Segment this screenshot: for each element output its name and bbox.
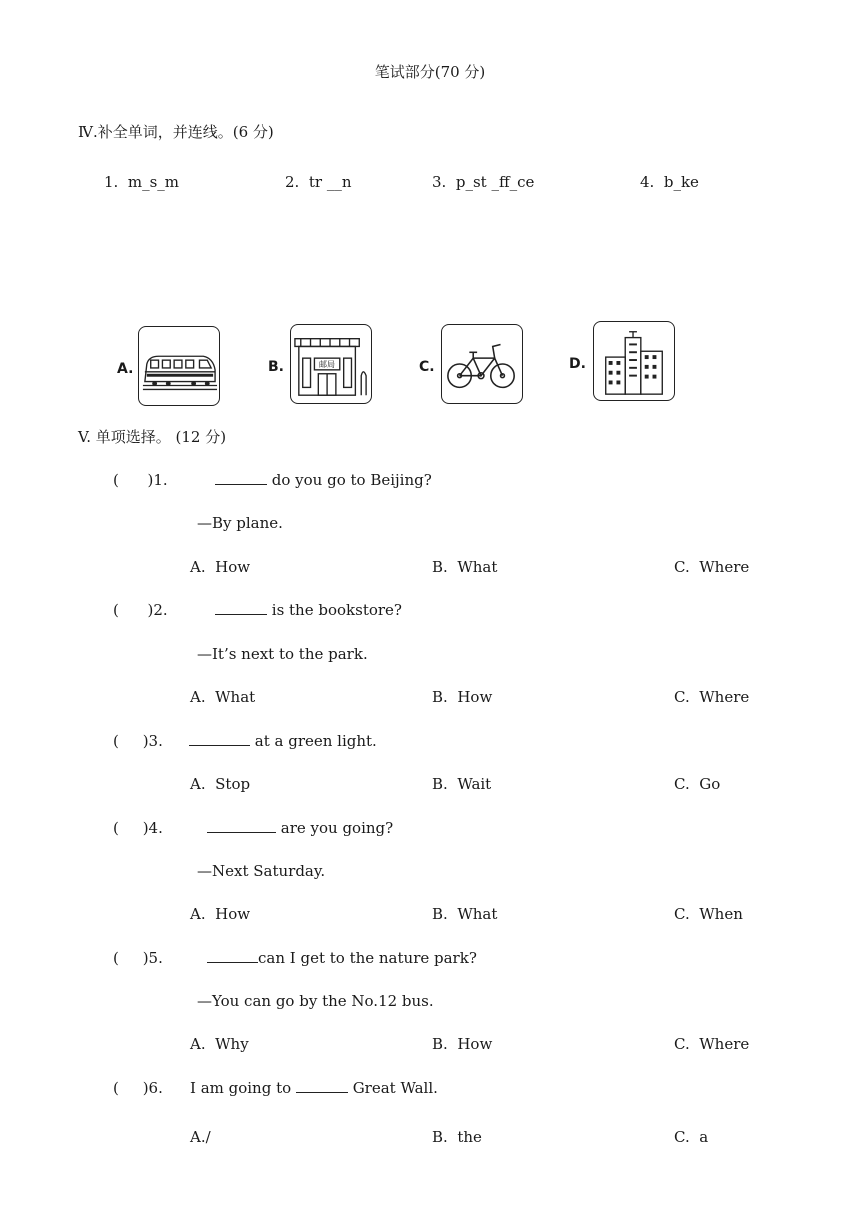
post-office-sign: 邮局 [319,360,335,369]
word-item-1: 1. m_s_m [104,173,179,191]
word-item-3: 3. p_st _ff_ce [432,173,535,191]
question-1-option-b: B. What [432,558,498,576]
question-1-option-a: A. How [190,558,251,576]
picture-label-d: D. [569,356,586,372]
question-4-option-a: A. How [190,905,251,923]
answer-blank[interactable] [207,818,276,833]
question-3-option-a: A. Stop [190,775,251,793]
question-4-option-c: C. When [674,905,743,923]
question-6-stem: I am going to Great Wall. [190,1079,438,1097]
question-2-option-a: A. What [190,688,256,706]
question-2-reply: —It’s next to the park. [197,645,368,663]
hospital-building-icon [593,321,675,401]
post-office-icon [290,324,372,404]
question-6-option-c: C. a [674,1128,709,1146]
answer-blank[interactable] [207,948,258,963]
picture-label-b: B. [268,359,284,375]
question-5-option-c: C. Where [674,1035,750,1053]
question-2-stem: is the bookstore? [215,600,402,620]
question-6-option-a: A./ [190,1128,211,1146]
question-5-option-a: A. Why [190,1035,249,1053]
question-2-number: ( )2. [113,601,168,619]
question-5-option-b: B. How [432,1035,493,1053]
question-1-option-c: C. Where [674,558,750,576]
question-1-stem: do you go to Beijing? [215,470,432,490]
question-4-reply: —Next Saturday. [197,862,326,880]
answer-blank[interactable] [296,1078,348,1093]
question-3-number: ( )3. [113,732,163,750]
question-3-stem: at a green light. [189,731,377,751]
question-4-number: ( )4. [113,819,163,837]
word-item-4: 4. b_ke [640,173,699,191]
page-title: 笔试部分(70 分) [374,63,486,81]
answer-blank[interactable] [215,470,267,485]
bicycle-icon [441,324,523,404]
picture-label-c: C. [419,359,435,375]
train-icon [138,326,220,406]
picture-label-a: A. [117,361,134,377]
question-5-stem: can I get to the nature park? [207,948,477,968]
answer-blank[interactable] [189,731,250,746]
question-4-option-b: B. What [432,905,498,923]
question-4-stem: are you going? [207,818,393,838]
section-4-heading: Ⅳ.补全单词，并连线。(6 分) [78,123,274,141]
question-5-reply: —You can go by the No.12 bus. [197,992,434,1010]
question-1-number: ( )1. [113,471,168,489]
question-2-option-c: C. Where [674,688,750,706]
question-3-option-b: B. Wait [432,775,492,793]
question-6-option-b: B. the [432,1128,482,1146]
question-5-number: ( )5. [113,949,163,967]
word-item-2: 2. tr __n [285,173,352,191]
question-6-number: ( )6. [113,1079,163,1097]
question-3-option-c: C. Go [674,775,721,793]
question-2-option-b: B. How [432,688,493,706]
answer-blank[interactable] [215,600,267,615]
question-1-reply: —By plane. [197,514,283,532]
section-5-heading: V. 单项选择。 (12 分) [78,428,227,446]
